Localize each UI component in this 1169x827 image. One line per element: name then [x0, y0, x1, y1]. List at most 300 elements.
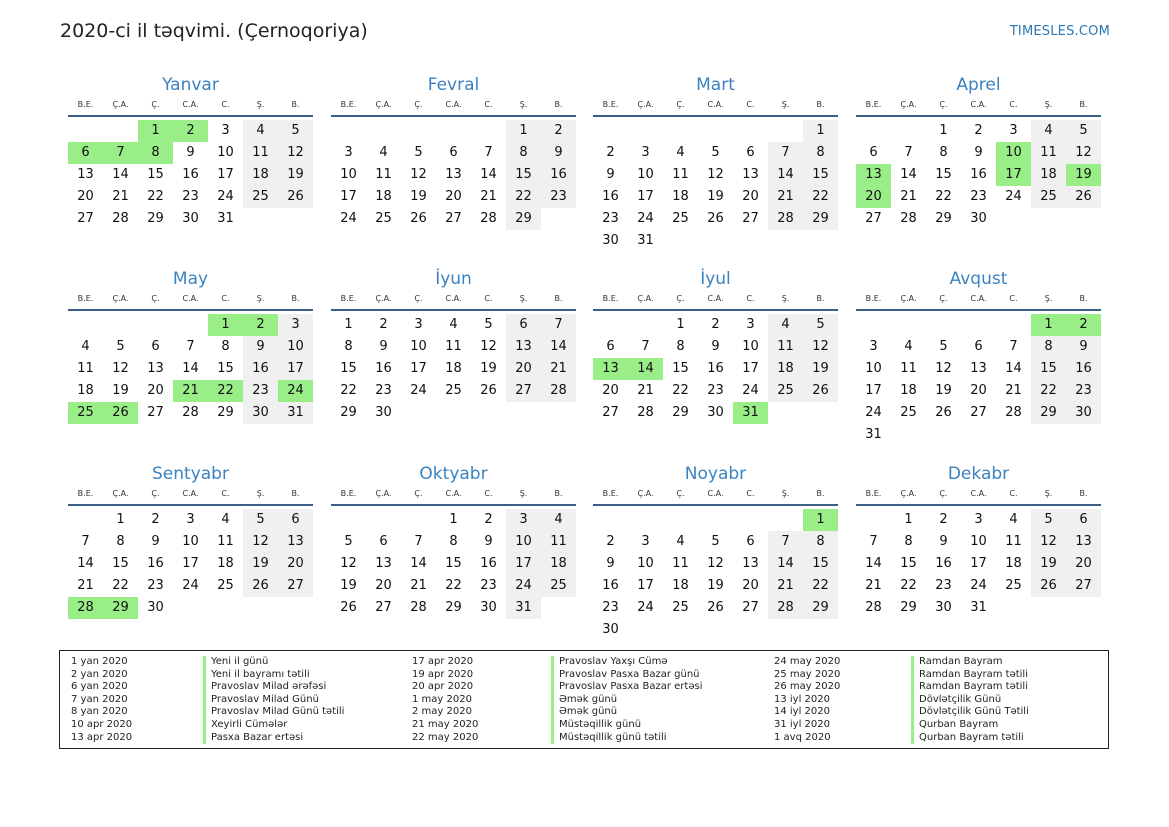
day-cell: 21 — [865, 578, 882, 593]
holiday-day: 21 — [173, 380, 208, 402]
empty-cell — [891, 314, 926, 336]
day-grid — [331, 314, 576, 424]
day-cell: 4 — [904, 339, 913, 354]
legend-date: 31 iyl 2020 — [774, 718, 831, 730]
weekend-day: 19 — [278, 164, 313, 186]
weekday-label: Ş. — [781, 294, 790, 303]
weekday-label: Ç. — [676, 489, 685, 498]
legend-holiday-name: Pravoslav Milad Günü tətili — [203, 706, 344, 719]
day-cell: 24 — [637, 600, 654, 615]
weekday-label: B.E. — [602, 100, 619, 109]
weekday-label: Ş. — [519, 100, 528, 109]
day-cell: 14 — [410, 556, 427, 571]
weekday-label: B. — [291, 294, 300, 303]
day-cell: 23 — [935, 578, 952, 593]
empty-cell — [593, 314, 628, 336]
weekend-day: 31 — [506, 597, 541, 619]
day-cell: 9 — [484, 534, 493, 549]
day-cell: 5 — [939, 339, 948, 354]
weekday-label: B.E. — [77, 294, 94, 303]
day-cell: 4 — [676, 145, 685, 160]
month-name: Mart — [696, 75, 735, 95]
day-cell: 2 — [606, 145, 615, 160]
weekday-label: Ç. — [151, 294, 160, 303]
day-cell: 1 — [904, 512, 913, 527]
day-cell: 18 — [900, 383, 917, 398]
legend-holiday-name: Pravoslav Pasxa Bazar ertəsi — [551, 681, 702, 694]
day-cell: 3 — [746, 317, 755, 332]
day-cell: 24 — [410, 383, 427, 398]
weekend-day: 18 — [768, 358, 803, 380]
weekend-day: 3 — [278, 314, 313, 336]
day-cell: 16 — [707, 361, 724, 376]
day-cell: 19 — [112, 383, 129, 398]
weekday-label: Ç. — [151, 100, 160, 109]
empty-cell — [628, 314, 663, 336]
weekday-label: B.E. — [602, 294, 619, 303]
weekend-day: 12 — [1031, 531, 1066, 553]
weekend-day: 22 — [1031, 380, 1066, 402]
weekend-day: 16 — [243, 358, 278, 380]
day-cell: 28 — [112, 211, 129, 226]
day-cell: 16 — [182, 167, 199, 182]
weekend-day: 29 — [1031, 402, 1066, 424]
day-cell: 20 — [602, 383, 619, 398]
weekend-day: 26 — [243, 575, 278, 597]
day-cell: 17 — [865, 383, 882, 398]
day-cell: 5 — [711, 145, 720, 160]
empty-cell — [856, 120, 891, 142]
day-cell: 14 — [112, 167, 129, 182]
day-cell: 29 — [217, 405, 234, 420]
day-cell: 29 — [900, 600, 917, 615]
weekend-day: 6 — [506, 314, 541, 336]
day-cell: 3 — [974, 512, 983, 527]
day-cell: 17 — [637, 189, 654, 204]
holiday-day: 25 — [68, 402, 103, 424]
day-cell: 19 — [480, 361, 497, 376]
weekend-day: 11 — [1031, 142, 1066, 164]
day-cell: 12 — [480, 339, 497, 354]
day-cell: 17 — [970, 556, 987, 571]
empty-cell — [768, 509, 803, 531]
day-cell: 8 — [344, 339, 353, 354]
day-grid — [856, 120, 1101, 230]
day-cell: 23 — [480, 578, 497, 593]
weekday-label: C. — [484, 294, 493, 303]
day-cell: 17 — [217, 167, 234, 182]
day-cell: 3 — [869, 339, 878, 354]
weekend-day: 21 — [768, 186, 803, 208]
weekend-day: 29 — [803, 208, 838, 230]
empty-cell — [891, 120, 926, 142]
day-cell: 28 — [410, 600, 427, 615]
day-cell: 2 — [151, 512, 160, 527]
weekday-label: B. — [554, 100, 563, 109]
legend-date: 13 apr 2020 — [71, 731, 133, 743]
weekday-label: Ç.A. — [900, 489, 917, 498]
day-cell: 6 — [151, 339, 160, 354]
day-cell: 2 — [974, 123, 983, 138]
day-cell: 13 — [970, 361, 987, 376]
day-cell: 24 — [182, 578, 199, 593]
weekend-day: 5 — [803, 314, 838, 336]
legend-holiday-name: Xeyirli Cümələr — [203, 719, 344, 732]
empty-cell — [471, 120, 506, 142]
day-cell: 24 — [637, 211, 654, 226]
weekday-label: Ş. — [519, 294, 528, 303]
empty-cell — [138, 314, 173, 336]
weekday-label: Ç.A. — [637, 489, 654, 498]
day-cell: 9 — [606, 167, 615, 182]
weekend-day: 20 — [506, 358, 541, 380]
weekday-label: B.E. — [340, 489, 357, 498]
weekend-day: 10 — [506, 531, 541, 553]
day-cell: 11 — [1005, 534, 1022, 549]
day-cell: 8 — [449, 534, 458, 549]
month-calendar — [68, 463, 313, 619]
weekday-label: B. — [816, 100, 825, 109]
day-cell: 24 — [340, 211, 357, 226]
weekday-label: B. — [291, 100, 300, 109]
weekday-header — [331, 486, 576, 506]
day-cell: 17 — [410, 361, 427, 376]
weekend-day: 9 — [243, 336, 278, 358]
weekday-label: C. — [484, 100, 493, 109]
day-cell: 21 — [480, 189, 497, 204]
day-cell: 19 — [935, 383, 952, 398]
day-cell: 11 — [77, 361, 94, 376]
weekday-label: Ç.A. — [112, 294, 129, 303]
holiday-day: 1 — [208, 314, 243, 336]
day-cell: 2 — [606, 534, 615, 549]
day-cell: 6 — [746, 534, 755, 549]
empty-cell — [628, 120, 663, 142]
weekend-day: 19 — [803, 358, 838, 380]
day-cell: 16 — [480, 556, 497, 571]
legend-date: 8 yan 2020 — [71, 706, 128, 718]
weekend-day: 8 — [803, 531, 838, 553]
empty-cell — [173, 314, 208, 336]
day-cell: 21 — [410, 578, 427, 593]
weekend-day: 23 — [1066, 380, 1101, 402]
weekend-day: 22 — [803, 575, 838, 597]
weekend-day: 20 — [1066, 553, 1101, 575]
weekend-day: 12 — [1066, 142, 1101, 164]
month-name: Aprel — [956, 75, 1001, 95]
day-cell: 5 — [484, 317, 493, 332]
weekend-day: 16 — [1066, 358, 1101, 380]
weekday-label: Ş. — [256, 489, 265, 498]
legend-holiday-name: Pravoslav Milad ərəfəsi — [203, 681, 344, 694]
weekday-header — [593, 97, 838, 117]
empty-cell — [926, 314, 961, 336]
weekend-day: 25 — [768, 380, 803, 402]
weekend-day: 26 — [1031, 575, 1066, 597]
month-calendar — [856, 74, 1101, 230]
day-cell: 28 — [182, 405, 199, 420]
day-cell: 22 — [445, 578, 462, 593]
day-grid — [856, 314, 1101, 446]
day-cell: 29 — [935, 211, 952, 226]
day-cell: 21 — [637, 383, 654, 398]
day-cell: 27 — [742, 211, 759, 226]
weekday-label: Ç. — [414, 294, 423, 303]
weekend-day: 8 — [803, 142, 838, 164]
month-calendar — [856, 268, 1101, 446]
legend-date: 1 yan 2020 — [71, 656, 128, 667]
weekday-label: Ç.A. — [112, 100, 129, 109]
legend-dates-3 — [774, 656, 840, 744]
day-cell: 25 — [672, 211, 689, 226]
weekend-day: 13 — [506, 336, 541, 358]
day-cell: 3 — [414, 317, 423, 332]
day-grid — [68, 120, 313, 230]
brand-link[interactable]: TIMESLES.COM — [1009, 24, 1110, 39]
empty-cell — [856, 314, 891, 336]
day-cell: 3 — [344, 145, 353, 160]
month-name: May — [172, 269, 209, 289]
weekday-label: B.E. — [77, 100, 94, 109]
day-cell: 22 — [900, 578, 917, 593]
day-cell: 1 — [116, 512, 125, 527]
weekday-label: C. — [746, 294, 755, 303]
month-calendar — [331, 463, 576, 619]
empty-cell — [366, 120, 401, 142]
legend-dates-2 — [412, 656, 478, 744]
weekend-day: 1 — [506, 120, 541, 142]
weekend-day: 17 — [278, 358, 313, 380]
weekend-day: 10 — [278, 336, 313, 358]
legend-holiday-name: Pravoslav Pasxa Bazar günü — [551, 669, 702, 682]
day-cell: 18 — [77, 383, 94, 398]
day-cell: 14 — [77, 556, 94, 571]
day-cell: 29 — [147, 211, 164, 226]
day-grid — [593, 509, 838, 641]
day-cell: 23 — [602, 211, 619, 226]
day-cell: 31 — [865, 427, 882, 442]
day-cell: 26 — [410, 211, 427, 226]
day-cell: 24 — [865, 405, 882, 420]
day-cell: 21 — [900, 189, 917, 204]
weekday-label: Ç.A. — [112, 489, 129, 498]
legend-names-2 — [551, 656, 702, 744]
weekday-header — [593, 291, 838, 311]
day-cell: 26 — [480, 383, 497, 398]
day-cell: 23 — [602, 600, 619, 615]
day-cell: 5 — [344, 534, 353, 549]
weekday-label: C. — [746, 489, 755, 498]
weekday-header — [856, 97, 1101, 117]
day-cell: 16 — [602, 578, 619, 593]
weekday-label: Ç. — [939, 100, 948, 109]
day-cell: 1 — [449, 512, 458, 527]
weekday-label: B.E. — [865, 294, 882, 303]
empty-cell — [436, 120, 471, 142]
day-cell: 3 — [641, 145, 650, 160]
day-cell: 30 — [602, 233, 619, 248]
weekday-label: C.A. — [182, 294, 199, 303]
legend-holiday-name: Ramdan Bayram — [911, 656, 1029, 669]
day-cell: 26 — [340, 600, 357, 615]
empty-cell — [68, 120, 103, 142]
weekend-day: 7 — [768, 142, 803, 164]
weekend-day: 25 — [541, 575, 576, 597]
day-cell: 4 — [449, 317, 458, 332]
weekend-day: 28 — [768, 208, 803, 230]
day-grid — [331, 120, 576, 230]
weekday-label: C.A. — [970, 100, 987, 109]
holiday-day: 13 — [856, 164, 891, 186]
day-cell: 25 — [375, 211, 392, 226]
weekend-day: 18 — [541, 553, 576, 575]
day-cell: 30 — [970, 211, 987, 226]
day-cell: 3 — [221, 123, 230, 138]
weekend-day: 8 — [1031, 336, 1066, 358]
day-cell: 13 — [742, 167, 759, 182]
day-cell: 21 — [77, 578, 94, 593]
day-cell: 18 — [1005, 556, 1022, 571]
day-cell: 16 — [147, 556, 164, 571]
day-cell: 9 — [711, 339, 720, 354]
day-cell: 10 — [217, 145, 234, 160]
day-cell: 3 — [1009, 123, 1018, 138]
weekday-label: C. — [1009, 489, 1018, 498]
day-cell: 16 — [935, 556, 952, 571]
day-cell: 22 — [147, 189, 164, 204]
weekend-day: 12 — [803, 336, 838, 358]
weekend-day: 5 — [243, 509, 278, 531]
legend-date: 17 apr 2020 — [412, 656, 474, 667]
day-cell: 31 — [217, 211, 234, 226]
day-cell: 12 — [707, 167, 724, 182]
month-name: Fevral — [427, 75, 480, 95]
day-cell: 7 — [1009, 339, 1018, 354]
weekday-label: Ç. — [414, 489, 423, 498]
weekday-label: Ç. — [939, 489, 948, 498]
weekend-day: 13 — [278, 531, 313, 553]
day-cell: 15 — [445, 556, 462, 571]
day-cell: 4 — [221, 512, 230, 527]
weekend-day: 20 — [278, 553, 313, 575]
empty-cell — [68, 314, 103, 336]
weekday-label: Ç.A. — [375, 294, 392, 303]
day-cell: 20 — [742, 189, 759, 204]
weekend-day: 18 — [243, 164, 278, 186]
day-cell: 2 — [939, 512, 948, 527]
weekday-label: B. — [291, 489, 300, 498]
weekend-day: 15 — [506, 164, 541, 186]
month-name: Avqust — [949, 269, 1008, 289]
weekday-header — [68, 291, 313, 311]
weekday-label: Ç. — [414, 100, 423, 109]
day-cell: 14 — [182, 361, 199, 376]
month-calendar — [331, 74, 576, 230]
day-cell: 11 — [672, 556, 689, 571]
day-cell: 21 — [1005, 383, 1022, 398]
day-cell: 1 — [344, 317, 353, 332]
legend-date: 19 apr 2020 — [412, 668, 474, 680]
weekend-day: 24 — [506, 575, 541, 597]
day-cell: 10 — [970, 534, 987, 549]
weekend-day: 9 — [1066, 336, 1101, 358]
weekday-label: B. — [816, 294, 825, 303]
day-grid — [856, 509, 1101, 619]
day-cell: 20 — [742, 578, 759, 593]
holiday-day: 1 — [138, 120, 173, 142]
day-cell: 8 — [939, 145, 948, 160]
day-cell: 8 — [221, 339, 230, 354]
day-cell: 26 — [707, 600, 724, 615]
day-grid — [593, 314, 838, 424]
month-calendar — [68, 74, 313, 230]
holiday-day: 1 — [1031, 314, 1066, 336]
holiday-day: 2 — [1066, 314, 1101, 336]
day-cell: 30 — [707, 405, 724, 420]
weekend-day: 4 — [541, 509, 576, 531]
day-cell: 27 — [602, 405, 619, 420]
legend-date: 2 yan 2020 — [71, 668, 128, 680]
day-cell: 27 — [375, 600, 392, 615]
holiday-day: 26 — [103, 402, 138, 424]
weekend-day: 23 — [243, 380, 278, 402]
day-cell: 11 — [445, 339, 462, 354]
day-cell: 15 — [112, 556, 129, 571]
month-name: Noyabr — [684, 464, 747, 484]
weekend-day: 21 — [541, 358, 576, 380]
day-cell: 15 — [900, 556, 917, 571]
day-cell: 2 — [484, 512, 493, 527]
day-cell: 30 — [480, 600, 497, 615]
day-cell: 30 — [602, 622, 619, 637]
day-cell: 9 — [151, 534, 160, 549]
weekday-label: C.A. — [707, 489, 724, 498]
weekday-label: C.A. — [970, 294, 987, 303]
holiday-day: 7 — [103, 142, 138, 164]
day-cell: 1 — [676, 317, 685, 332]
day-cell: 28 — [637, 405, 654, 420]
day-cell: 2 — [711, 317, 720, 332]
day-cell: 26 — [707, 211, 724, 226]
day-cell: 14 — [900, 167, 917, 182]
weekday-label: C. — [484, 489, 493, 498]
legend-date: 21 may 2020 — [412, 718, 479, 730]
legend-names-3 — [911, 656, 1029, 744]
day-cell: 17 — [340, 189, 357, 204]
day-cell: 10 — [865, 361, 882, 376]
day-cell: 28 — [1005, 405, 1022, 420]
day-cell: 17 — [182, 556, 199, 571]
weekend-day: 25 — [1031, 186, 1066, 208]
day-cell: 19 — [707, 189, 724, 204]
day-cell: 6 — [379, 534, 388, 549]
weekend-day: 30 — [243, 402, 278, 424]
day-cell: 30 — [182, 211, 199, 226]
weekday-label: C. — [746, 100, 755, 109]
day-cell: 31 — [970, 600, 987, 615]
holiday-day: 29 — [103, 597, 138, 619]
month-name: İyul — [700, 269, 731, 289]
weekend-day: 7 — [768, 531, 803, 553]
day-cell: 6 — [449, 145, 458, 160]
day-cell: 28 — [480, 211, 497, 226]
day-cell: 15 — [217, 361, 234, 376]
day-cell: 1 — [939, 123, 948, 138]
weekday-label: Ç.A. — [900, 100, 917, 109]
day-cell: 14 — [1005, 361, 1022, 376]
month-name: Oktyabr — [419, 464, 488, 484]
day-cell: 6 — [606, 339, 615, 354]
